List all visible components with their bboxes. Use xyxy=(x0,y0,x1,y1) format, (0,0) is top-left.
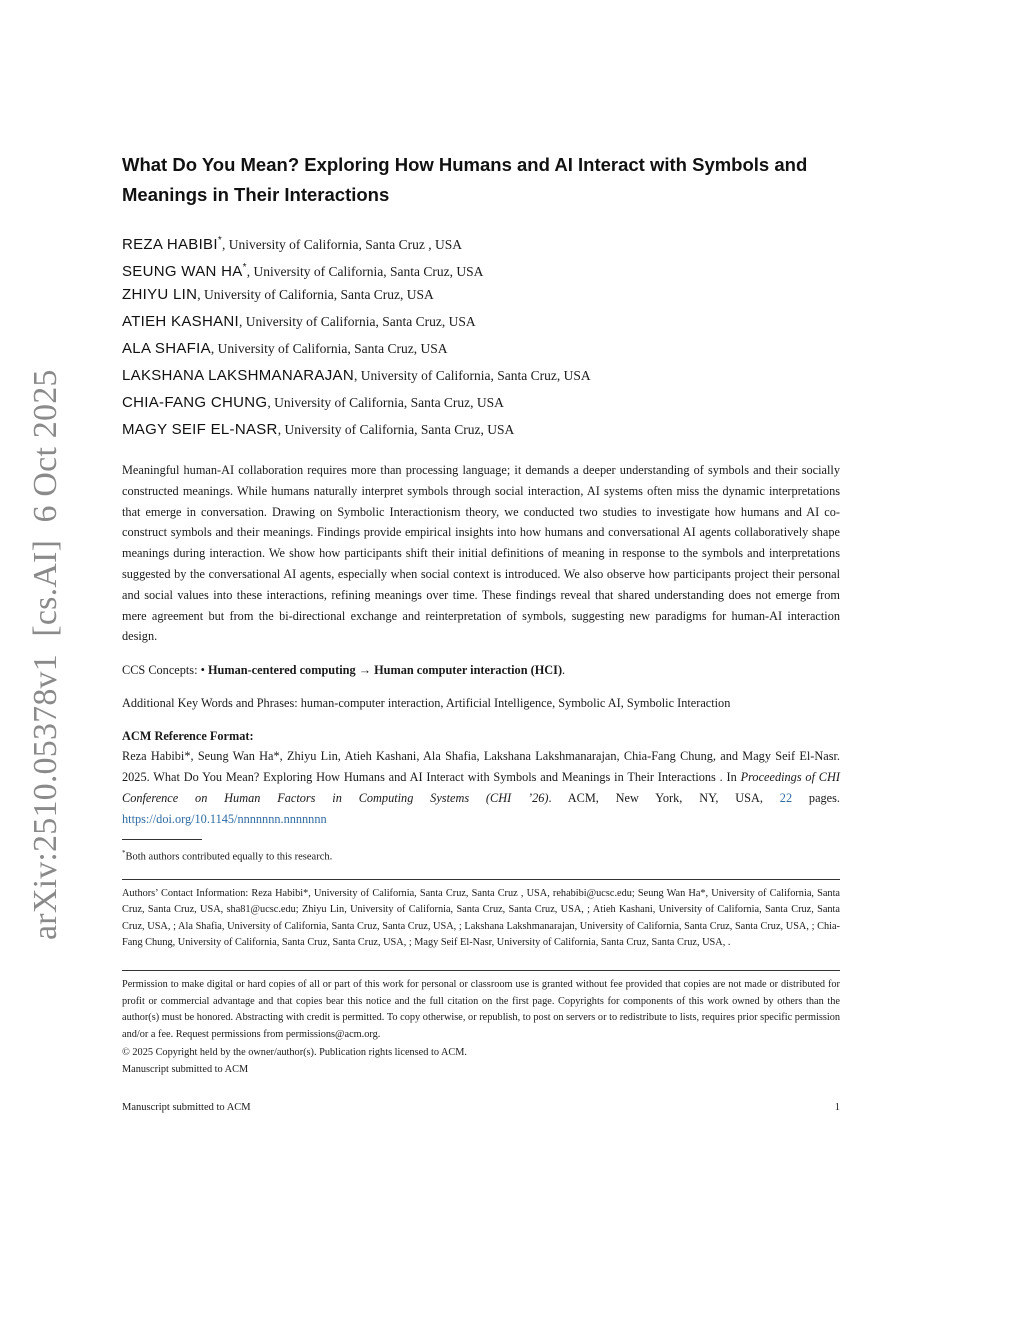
author-affiliation: , University of California, Santa Cruz, USA xyxy=(353,368,591,383)
author-affiliation: , University of California, Santa Cruz, USA xyxy=(238,314,476,329)
page-number: 1 xyxy=(834,1102,840,1113)
author-affiliation: , University of California, Santa Cruz , USA xyxy=(222,237,462,252)
copyright-notice: © 2025 Copyright held by the owner/author(s). Publication rights licensed to ACM. xyxy=(122,1047,468,1059)
author-row xyxy=(122,308,840,335)
permission-notice: Permission to make digital or hard copies of all or part of this work for personal or classroom use is granted without fee provided that copies are not made or distributed for profit or commercial advantage and that copies bear this notice and the full citation on the first page. Copyrights for components of this work owned by others than the author(s) must be honored. Abstracting with credit is permitted. To copy otherwise, or republish, to post on servers or to redistribute to lists, requires prior specific permission and/or a fee. Request permissions from permissions@acm.org. xyxy=(122,979,840,1040)
footer-venue: Manuscript submitted to ACM xyxy=(122,1102,251,1113)
author-affiliation: , University of California, Santa Cruz, USA xyxy=(197,287,434,302)
author-row xyxy=(122,389,840,416)
author-row xyxy=(122,362,840,389)
author-name: CHIA-FANG CHUNG xyxy=(122,394,268,411)
author-list xyxy=(122,227,840,443)
arxiv-stamp xyxy=(0,0,90,1325)
authors-contact-information: Authors’ Contact Information: Reza Habibi*, University of California, Santa Cruz, Santa Cruz , USA, rehabibi@ucsc.edu; Seung Wan Ha*, University of California, Santa Cruz, Santa Cruz, USA, sha81@ucsc.edu; Zhiyu Lin, University of California, Santa Cruz, Santa Cruz, USA, ; Atieh Kashani, University of California, Santa Cruz, Santa Cruz, USA, ; Ala Shafia, University of California, Santa Cruz, Santa Cruz, USA, ; Lakshana Lakshmanarajan, University of California, Santa Cruz, Santa Cruz, USA, ; Chia-Fang Chung, University of California, Santa Cruz, Santa Cruz, USA, ; Magy Seif El-Nasr, University of California, Santa Cruz, Santa Cruz, USA, . xyxy=(122,887,840,949)
author-affiliation: , University of California, Santa Cruz, USA xyxy=(246,264,484,279)
author-name: ATIEH KASHANI xyxy=(122,313,239,330)
author-row xyxy=(122,254,840,281)
author-affiliation: , University of California, Santa Cruz, USA xyxy=(267,395,504,410)
author-name: SEUNG WAN HA* xyxy=(122,262,247,280)
paper-title: What Do You Mean? Exploring How Humans and AI Interact with Symbols and Meanings in Their Interactions xyxy=(122,154,808,205)
arxiv-stamp-text: arXiv:2510.05378v1 [cs.AI] 6 Oct 2025 xyxy=(27,369,64,940)
permission-divider xyxy=(122,970,840,971)
author-name: REZA HABIBI* xyxy=(122,235,223,253)
contact-divider xyxy=(122,879,840,880)
doi-link[interactable]: https://doi.org/10.1145/nnnnnnn.nnnnnnn xyxy=(122,812,327,827)
ccs-concepts: CCS Concepts: • Human-centered computing → Human computer interaction (HCI). xyxy=(122,663,566,678)
author-row xyxy=(122,416,840,443)
equal-contribution-footnote: *Both authors contributed equally to this research. xyxy=(122,849,333,863)
reference-format-heading: ACM Reference Format: xyxy=(122,729,254,744)
author-affiliation: , University of California, Santa Cruz, USA xyxy=(277,422,515,437)
footnote-divider xyxy=(122,839,202,840)
reference-venue: Proceedings of CHI Conference on Human Factors in Computing Systems (CHI ’26) xyxy=(122,770,840,806)
abstract: Meaningful human-AI collaboration requires more than processing language; it demands a deeper understanding of symbols and their socially constructed meanings. While humans naturally interpret symbols through social interaction, AI systems often miss the dynamic interpretations that emerge in conversation. Drawing on Symbolic Interactionism theory, we conducted two studies to investigate how humans and AI co-construct symbols and their meanings. Findings provide empirical insights into how humans and conversational AI agents collaboratively shape meanings during interaction. We show how participants shift their initial definitions of meaning in response to the symbols and interpretations suggested by the conversational AI agents, especially when social context is introduced. We also observe how participants project their personal and social values into these interactions, refining meanings over time. These findings reveal that shared understanding does not emerge from mere agreement but from the bi-directional exchange and reinterpretation of symbols, suggesting new paradigms for human-AI interaction design. xyxy=(122,463,840,644)
author-name: MAGY SEIF EL-NASR xyxy=(122,421,278,438)
reference-pages-link[interactable]: 22 xyxy=(779,791,793,806)
author-name: LAKSHANA LAKSHMANARAJAN xyxy=(122,367,354,384)
manuscript-note: Manuscript submitted to ACM xyxy=(122,1064,249,1076)
author-name: ALA SHAFIA xyxy=(122,340,211,357)
reference-format: Reza Habibi*, Seung Wan Ha*, Zhiyu Lin, Atieh Kashani, Ala Shafia, Lakshana Lakshmanarajan, Chia-Fang Chung, and Magy Seif El-Nasr. 2025. What Do You Mean? Exploring How Humans and AI Interact with Symbols and Meanings in Their Interactions . In Proceedings of CHI Conference on Human Factors in Computing Systems (CHI ’26). ACM, New York, NY, USA, 22 pages. https://doi.org/10.1145/nnnnnnn.nnnnnnn xyxy=(122,749,840,827)
author-affiliation: , University of California, Santa Cruz, USA xyxy=(210,341,448,356)
author-row xyxy=(122,227,840,254)
paper-first-page xyxy=(122,150,840,1079)
keywords: Additional Key Words and Phrases: human-computer interaction, Artificial Intelligence, Symbolic AI, Symbolic Interaction xyxy=(122,696,731,711)
author-name: ZHIYU LIN xyxy=(122,286,198,303)
ccs-concept: Human-centered computing → Human computer interaction (HCI) xyxy=(207,663,563,678)
author-row xyxy=(122,335,840,362)
page-footer xyxy=(122,1100,840,1116)
author-row xyxy=(122,281,840,308)
